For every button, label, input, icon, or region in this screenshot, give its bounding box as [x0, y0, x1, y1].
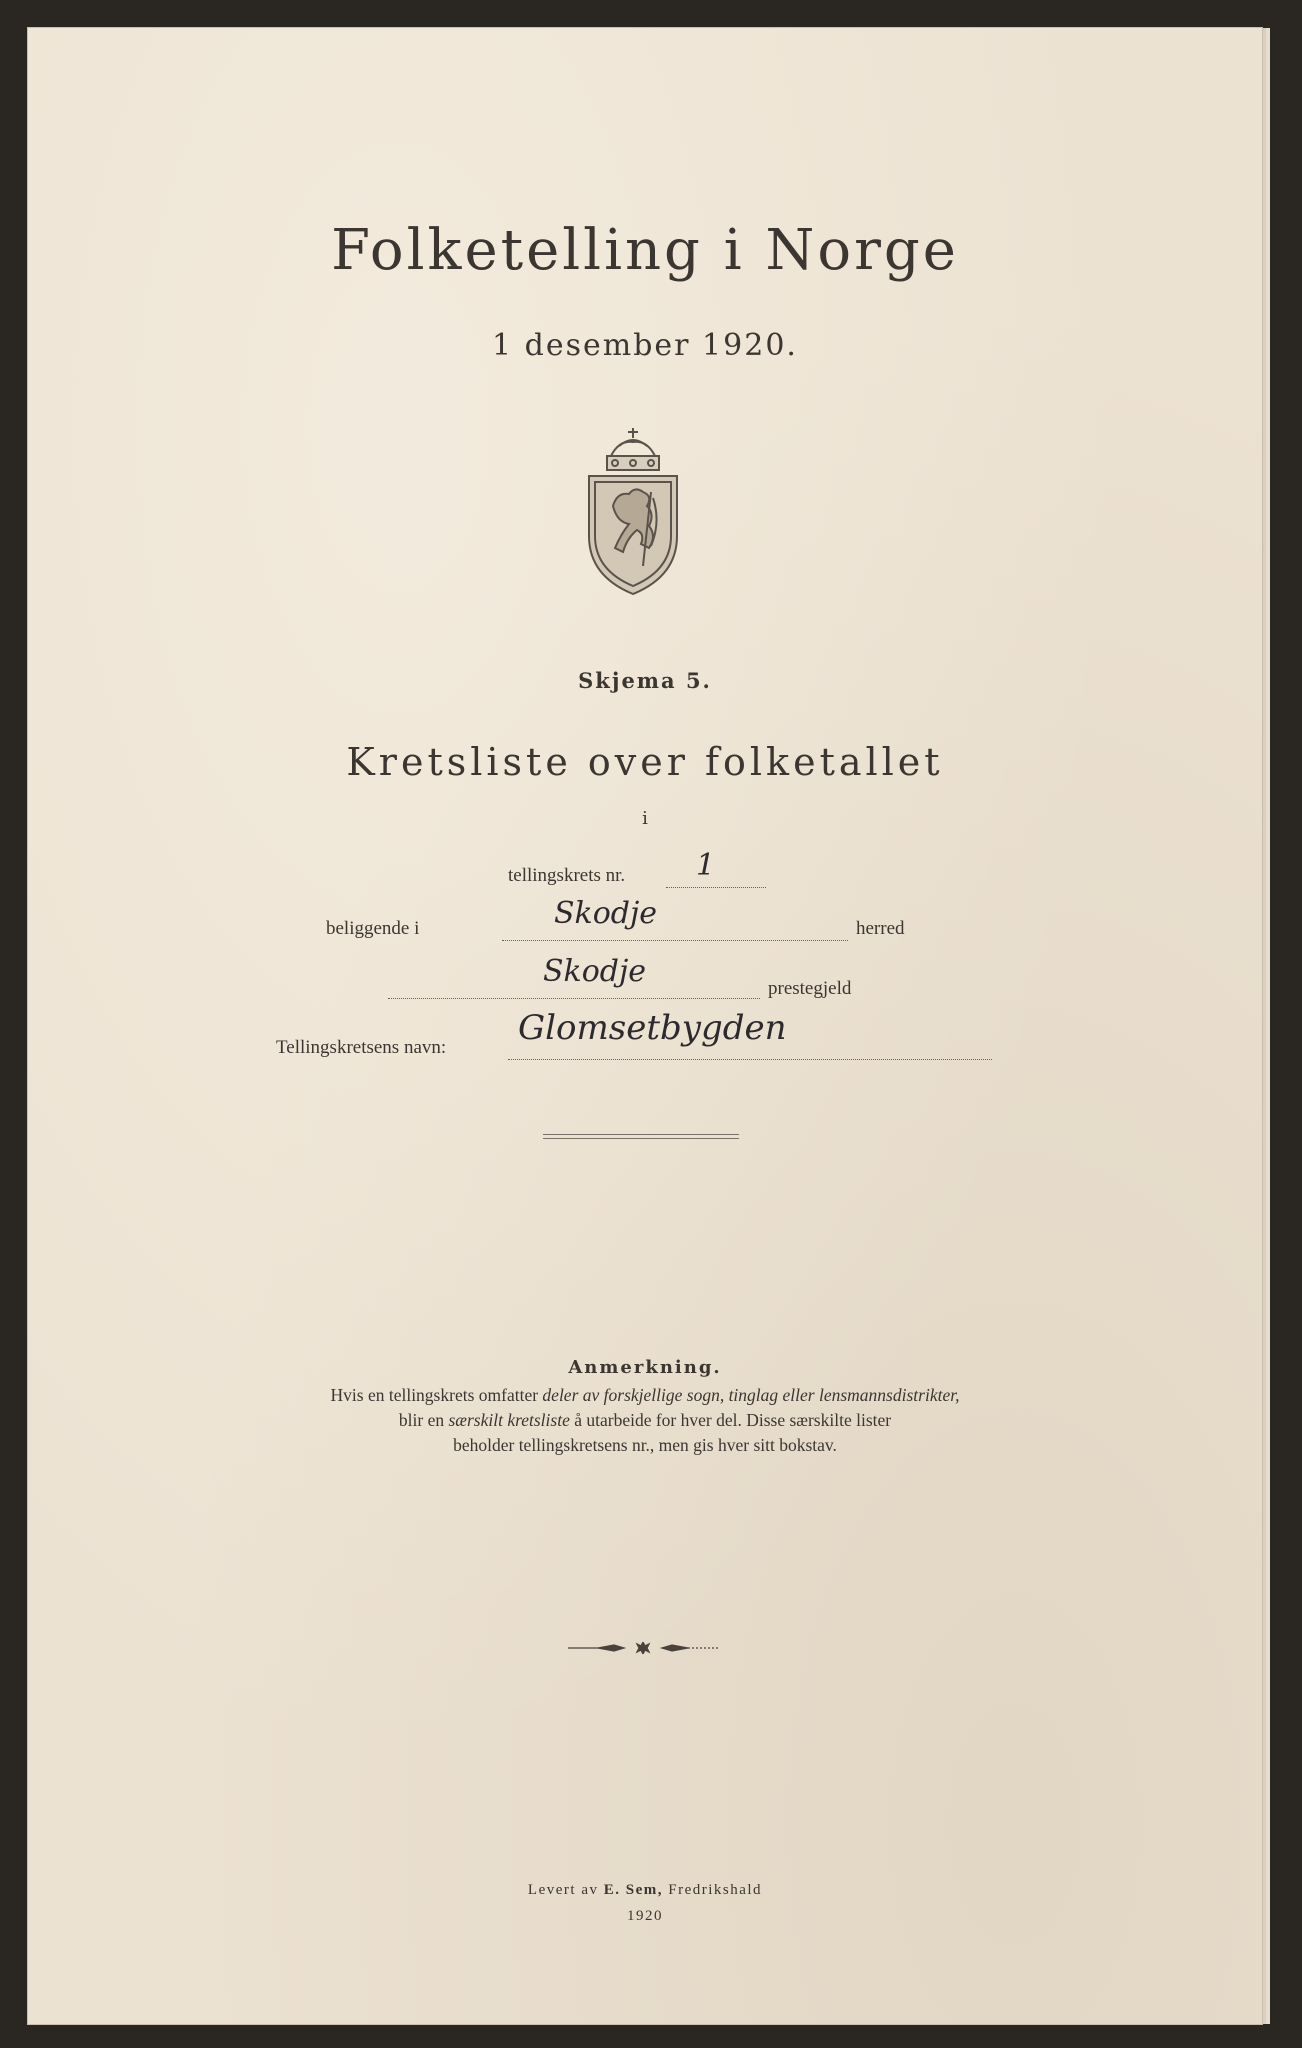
prestegjeld-name-field[interactable]: Skodje — [388, 954, 760, 999]
printer-credit — [28, 1882, 1262, 1899]
schema-number: Skjema 5. — [578, 668, 712, 693]
norwegian-coat-of-arms-icon — [583, 426, 683, 598]
printer-name: E. Sem, — [603, 1882, 663, 1898]
krets-number-field[interactable]: 1 — [666, 848, 766, 888]
note-line-2-a: blir en — [398, 1410, 449, 1430]
krets-name-field[interactable]: Glomsetbygden — [508, 1008, 992, 1060]
prestegjeld-label: prestegjeld — [768, 978, 852, 999]
herred-name-field[interactable]: Skodje — [502, 896, 848, 941]
note-line-1-b: deler av forskjellige sogn, tinglag eller lensmannsdistrikter, — [542, 1385, 960, 1405]
section-divider — [543, 1134, 739, 1139]
ornament-divider-icon — [568, 1642, 718, 1654]
census-date: 1 desember 1920. — [492, 328, 798, 363]
note-text — [208, 1383, 1082, 1458]
note-line-1-a: Hvis en tellingskrets omfatter — [330, 1385, 543, 1405]
note-line-2-b: særskilt kretsliste — [448, 1410, 570, 1430]
census-form-page — [28, 28, 1262, 2024]
printer-place: Fredrikshald — [662, 1882, 763, 1898]
beliggende-label: beliggende i — [326, 918, 420, 939]
page-title: Folketelling i Norge — [331, 218, 959, 283]
form-heading: Kretsliste over folketallet — [346, 740, 944, 784]
note-heading: Anmerkning. — [568, 1357, 722, 1378]
printer-year: 1920 — [627, 1908, 663, 1924]
herred-label: herred — [856, 918, 905, 939]
note-line-1 — [208, 1383, 1082, 1408]
note-line-2-c: å utarbeide for hver del. Disse særskilte lister — [569, 1410, 892, 1430]
heading-preposition: i — [642, 808, 648, 829]
krets-label: tellingskrets nr. — [508, 865, 626, 886]
printer-prefix: Levert av — [527, 1882, 604, 1898]
note-line-3: beholder tellingskretsens nr., men gis hver sitt bokstav. — [453, 1435, 837, 1455]
note-line-2 — [208, 1408, 1082, 1433]
krets-name-label: Tellingskretsens navn: — [276, 1037, 447, 1058]
